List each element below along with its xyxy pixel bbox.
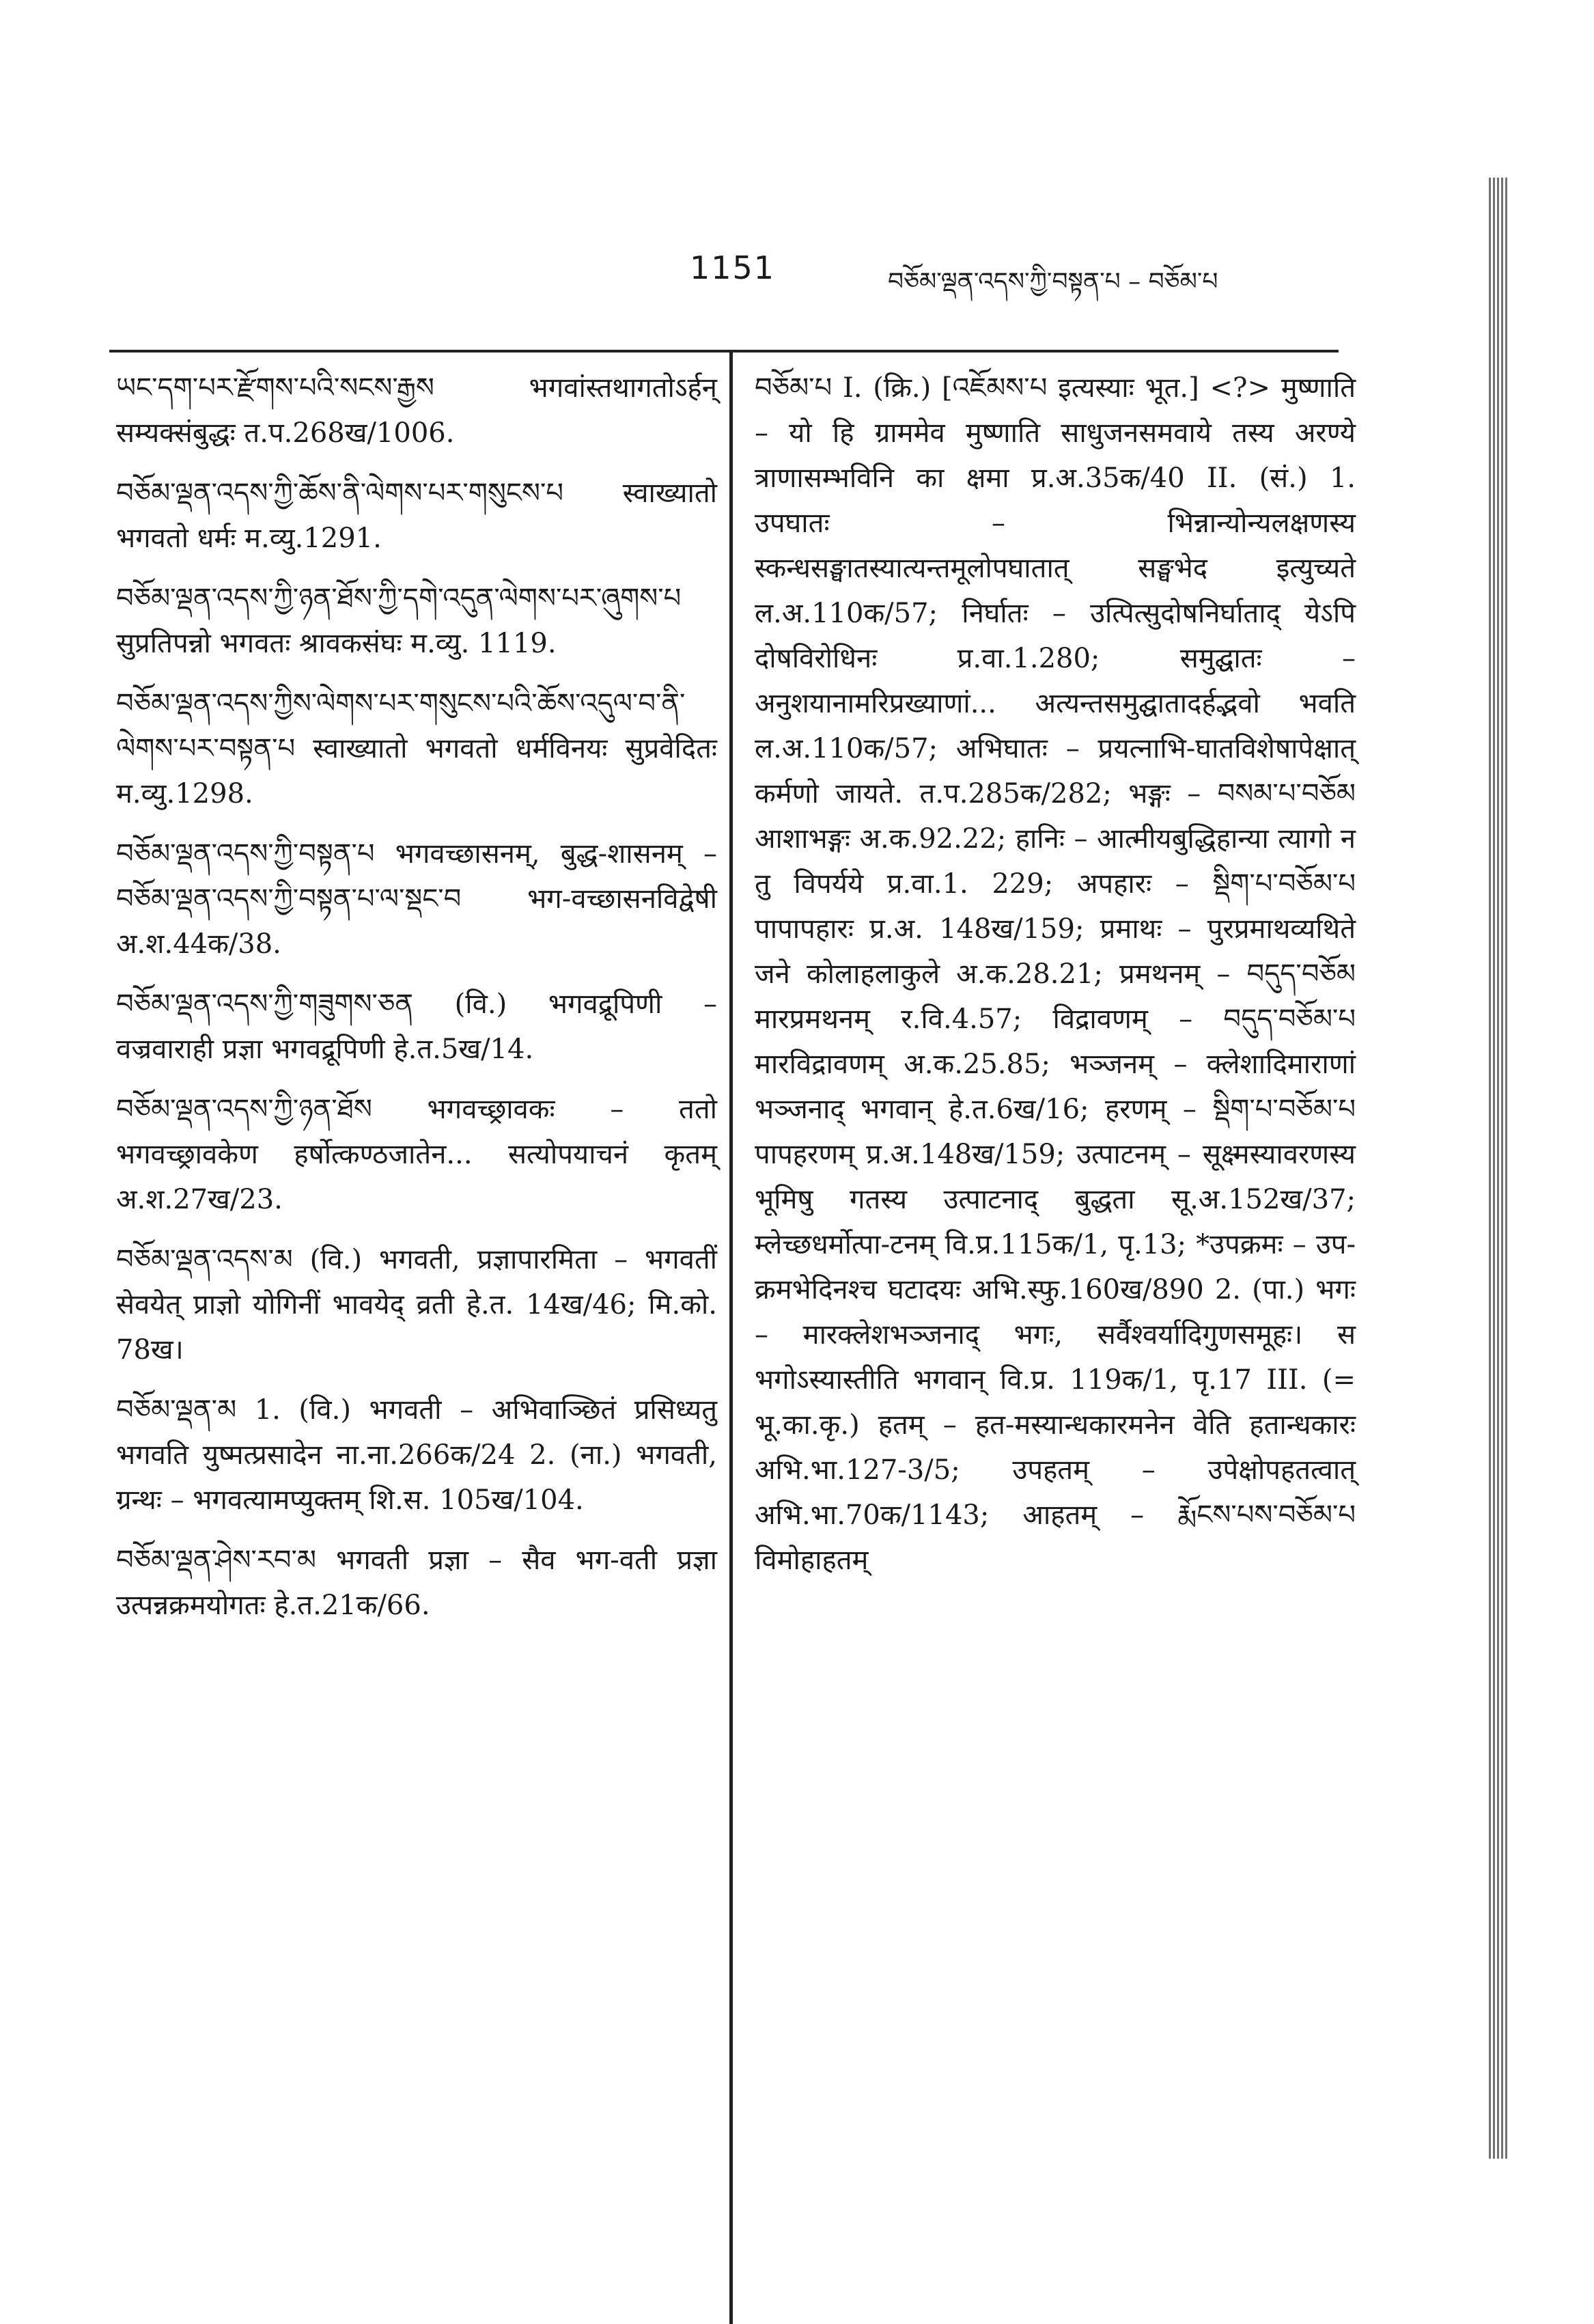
dictionary-entry: བཅོམ་ལྡན་འདས་ཀྱི་གཟུགས་ཅན (वि.) भगवद्रूपिणी – वज्रवाराही प्रज्ञा भगवद्रूपिणी हे.त.5ख/14. [116, 988, 717, 1065]
header-rule [109, 350, 1339, 352]
dictionary-entry: བཅོམ་ལྡན་མ 1. (वि.) भगवती – अभिवाञ्छितं प्रसिध्यतु भगवति युष्मत्प्रसादेन ना.ना.266क/24 2. (ना.) भगवती, ग्रन्थः – भगवत्यामप्युक्तम् शि.स. 105ख/104. [116, 1394, 717, 1516]
dictionary-entry: བཅོམ་ལྡན་ཤེས་རབ་མ भगवती प्रज्ञा – सैव भग-वती प्रज्ञा उत्पन्नक्रमयोगतः हे.त.21क/66. [116, 1545, 717, 1621]
page-header [0, 249, 1594, 304]
dictionary-entry: བཅོམ་ལྡན་འདས་ཀྱི་བསྟན་པ भगवच्छासनम्, बुद्ध-शासनम् – བཅོམ་ལྡན་འདས་ཀྱི་བསྟན་པ་ལ་སྡང་བ भग-वच्छासनविद्वेषी अ.श.44क/38. [116, 838, 717, 960]
dictionary-entry: ཡང་དག་པར་རྫོགས་པའི་སངས་རྒྱས भगवांस्तथागतोऽर्हन् सम्यक्संबुद्धः त.प.268ख/1006. [116, 372, 717, 449]
running-head: བཅོམ་ལྡན་འདས་ཀྱི་བསྟན་པ – བཅོམ་པ [888, 268, 1218, 296]
dictionary-entry: བཅོམ་ལྡན་འདས་ཀྱི་ཉན་ཐོས भगवच्छ्रावकः – ततो भगवच्छ्रावकेण हर्षोत्कण्ठजातेन... सत्योपयाचनं कृतम् अ.श.27ख/23. [116, 1094, 717, 1215]
dictionary-entry: བཅོམ་ལྡན་འདས་མ (वि.) भगवती, प्रज्ञापारमिता – भगवतीं सेवयेत् प्राज्ञो योगिनीं भावयेद् व्रती हे.त. 14ख/46; मि.को. 78ख। [116, 1244, 717, 1366]
scan-edge-marks [1489, 178, 1509, 2159]
dictionary-entry: བཅོམ་ལྡན་འདས་ཀྱི་ཆོས་ནི་ལེགས་པར་གསུངས་པ स्वाख्यातो भगवतो धर्मः म.व्यु.1291. [116, 478, 717, 554]
dictionary-entry: བཅོམ་ལྡན་འདས་ཀྱི་ཉན་ཐོས་ཀྱི་དགེ་འདུན་ལེགས་པར་ཞུགས་པ सुप्रतिपन्नो भगवतः श्रावकसंघः म.व्यु. 1119. [116, 583, 682, 659]
dictionary-entry: བཅོམ་པ I. (क्रि.) [འཇོམས་པ इत्यस्याः भूत.] <?> मुष्णाति – यो हि ग्राममेव मुष्णाति साधुजनसमवाये तस्य अरण्ये त्राणासम्भविनि का क्षमा प्र.अ.35क/40 II. (सं.) 1. उपघातः – भिन्नान्योन्यलक्षणस्य स्कन्धसङ्घातस्यात्यन्तमूलोपघातात् सङ्घभेद इत्युच्यते ल.अ.110क/57; निर्घातः – उत्पित्सुदोषनिर्घाताद् येऽपि दोषविरोधिनः प्र.वा.1.280; समुद्घातः – अनुशयानामरिप्रख्याणां... अत्यन्तसमुद्घातादर्हद्भवो भवति ल.अ.110क/57; अभिघातः – प्रयत्नाभि-घातविशेषापेक्षात् कर्मणो जायते. त.प.285क/282; भङ्गः – བསམ་པ་བཅོམ आशाभङ्गः अ.क.92.22; हानिः – आत्मीयबुद्धिहान्या त्यागो न तु विपर्यये प्र.वा.1. 229; अपहारः – སྡིག་པ་བཅོམ་པ पापापहारः प्र.अ. 148ख/159; प्रमाथः – पुरप्रमाथव्यथिते जने कोलाहलाकुले अ.क.28.21; प्रमथनम् – བདུད་བཅོམ मारप्रमथनम् र.वि.4.57; विद्रावणम् – བདུད་བཅོམ་པ मारविद्रावणम् अ.क.25.85; भञ्जनम् – क्लेशादिमाराणां भञ्जनाद् भगवान् हे.त.6ख/16; हरणम् – སྡིག་པ་བཅོམ་པ पापहरणम् प्र.अ.148ख/159; उत्पाटनम् – सूक्ष्मस्यावरणस्य भूमिषु गतस्य उत्पाटनाद् बुद्धता सू.अ.152ख/37; म्लेच्छधर्मोत्पा-टनम् वि.प्र.115क/1, पृ.13; *उपक्रमः – उप-क्रमभेदिनश्च घटादयः अभि.स्फु.160ख/890 2. (पा.) भगः – मारक्लेशभञ्जनाद् भगः, सर्वैश्वर्यादिगुणसमूहः। स भगोऽस्यास्तीति भगवान् वि.प्र. 119क/1, पृ.17 III. (= भू.का.कृ.) हतम् – हत-मस्यान्धकारमनेन वेति हतान्धकारः अभि.भा.127-3/5; उपहतम् – उपेक्षोपहतत्वात् अभि.भा.70क/1143; आहतम् – རྨོངས་པས་བཅོམ་པ विमोहाहतम् [755, 372, 1356, 1576]
page-number: 1151 [690, 249, 776, 286]
column-divider [729, 350, 733, 2324]
dictionary-entry: བཅོམ་ལྡན་འདས་ཀྱིས་ལེགས་པར་གསུངས་པའི་ཆོས་འདུལ་བ་ནི་ལེགས་པར་བསྟན་པ स्वाख्यातो भगवतो धर्मविनयः सुप्रवेदितः म.व्यु.1298. [116, 688, 717, 810]
left-column [116, 365, 717, 1643]
right-column [755, 365, 1356, 1598]
